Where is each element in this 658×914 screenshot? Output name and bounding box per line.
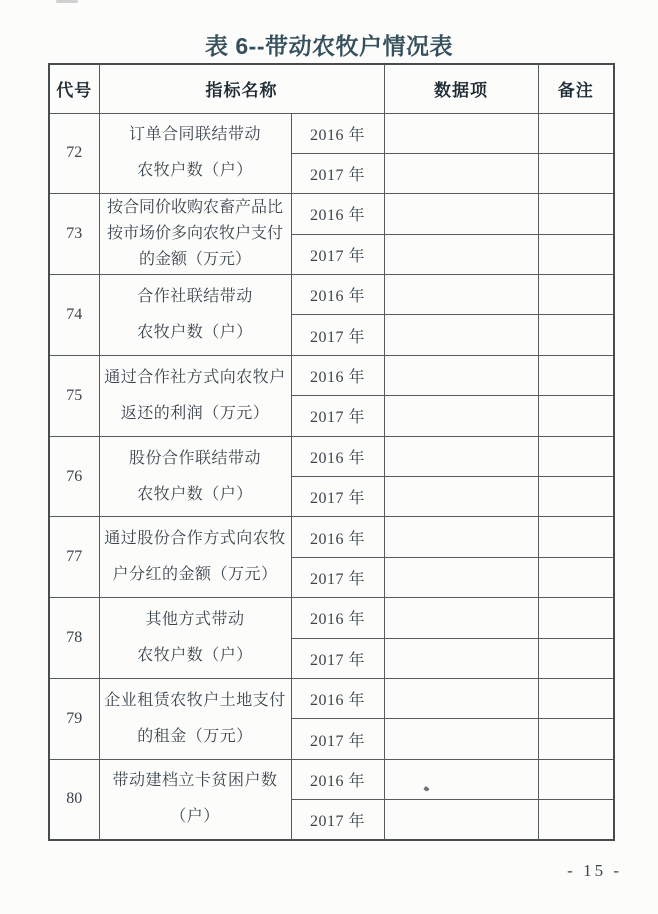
indicator-name-line: 农牧户数（户） [137, 323, 253, 341]
indicator-name-line: 农牧户数（户） [137, 485, 253, 503]
indicator-name-cell [99, 517, 291, 598]
header-code: 代号 [49, 64, 99, 113]
remark-cell [538, 557, 614, 597]
header-row [49, 64, 614, 113]
data-item-cell [384, 355, 538, 395]
data-item-cell [384, 598, 538, 638]
year-cell: 2017 年 [291, 719, 384, 759]
year-cell: 2017 年 [291, 557, 384, 597]
data-item-cell [384, 113, 538, 153]
indicator-row-80-2016 [49, 759, 614, 799]
scan-artifact-top [56, 0, 78, 3]
table-body [49, 113, 614, 840]
indicator-row-79-2016 [49, 678, 614, 718]
table-title: 表 6--带动农牧户情况表 [205, 33, 453, 59]
remark-cell [538, 113, 614, 153]
indicator-name-cell [99, 678, 291, 759]
remark-cell [538, 234, 614, 274]
remark-cell [538, 598, 614, 638]
indicator-name-cell [99, 436, 291, 517]
code-cell: 76 [49, 436, 99, 517]
indicator-row-77-2016 [49, 517, 614, 557]
remark-cell [538, 355, 614, 395]
indicator-name-line: 农牧户数（户） [137, 647, 253, 665]
indicator-name-line: 户分红的金额（万元） [112, 566, 278, 584]
indicator-name-line: 通过股份合作方式向农牧 [104, 530, 286, 548]
code-cell: 78 [49, 598, 99, 679]
remark-cell [538, 517, 614, 557]
indicator-name-line: 按合同价收购农畜产品比 [106, 199, 283, 217]
header-indicator-name: 指标名称 [99, 64, 384, 113]
indicator-name-cell [99, 113, 291, 194]
indicator-name-line: 订单合同联结带动 [128, 126, 261, 144]
data-item-cell [384, 638, 538, 678]
indicator-name-cell [99, 355, 291, 436]
remark-cell [538, 194, 614, 234]
remark-cell [538, 315, 614, 355]
code-cell: 80 [49, 759, 99, 840]
remark-cell [538, 477, 614, 517]
year-cell: 2016 年 [291, 355, 384, 395]
indicator-name-line: 股份合作联结带动 [128, 449, 261, 467]
remark-cell [538, 678, 614, 718]
page-number: - 15 - [567, 861, 622, 880]
year-cell: 2016 年 [291, 678, 384, 718]
code-cell: 79 [49, 678, 99, 759]
year-cell: 2016 年 [291, 275, 384, 315]
remark-cell [538, 436, 614, 476]
data-item-cell [384, 678, 538, 718]
indicator-row-78-2016 [49, 598, 614, 638]
indicator-row-75-2016 [49, 355, 614, 395]
data-item-cell [384, 477, 538, 517]
data-item-cell [384, 275, 538, 315]
remark-cell [538, 153, 614, 193]
indicator-name-line: 带动建档立卡贫困户数 [112, 772, 278, 790]
data-item-cell [384, 315, 538, 355]
header-data-item: 数据项 [384, 64, 538, 113]
indicator-name-cell [99, 275, 291, 356]
year-cell: 2017 年 [291, 153, 384, 193]
code-cell: 77 [49, 517, 99, 598]
indicator-name-line: 农牧户数（户） [137, 162, 253, 180]
year-cell: 2016 年 [291, 194, 384, 234]
data-item-cell [384, 719, 538, 759]
code-cell: 74 [49, 275, 99, 356]
data-item-cell [384, 800, 538, 840]
indicator-row-73-2016 [49, 194, 614, 234]
remark-cell [538, 275, 614, 315]
data-item-cell [384, 234, 538, 274]
indicator-name-line: 的金额（万元） [138, 251, 251, 269]
indicator-name-cell [99, 759, 291, 840]
indicator-name-line: 其他方式带动 [145, 611, 245, 629]
year-cell: 2016 年 [291, 436, 384, 476]
code-cell: 72 [49, 113, 99, 194]
year-cell: 2017 年 [291, 234, 384, 274]
data-item-cell [384, 759, 538, 799]
data-item-cell [384, 517, 538, 557]
indicator-row-76-2016 [49, 436, 614, 476]
year-cell: 2017 年 [291, 315, 384, 355]
data-item-cell [384, 436, 538, 476]
indicator-row-72-2016 [49, 113, 614, 153]
remark-cell [538, 759, 614, 799]
indicator-name-line: 通过合作社方式向农牧户 [104, 368, 286, 386]
year-cell: 2016 年 [291, 598, 384, 638]
year-cell: 2016 年 [291, 517, 384, 557]
remark-cell [538, 396, 614, 436]
data-item-cell [384, 557, 538, 597]
year-cell: 2017 年 [291, 800, 384, 840]
indicator-name-line: 返还的利润（万元） [120, 404, 270, 422]
indicator-name-line: 合作社联结带动 [137, 287, 253, 305]
code-cell: 73 [49, 194, 99, 275]
remark-cell [538, 800, 614, 840]
year-cell: 2016 年 [291, 113, 384, 153]
data-item-cell [384, 396, 538, 436]
data-item-cell [384, 153, 538, 193]
indicator-name-cell [99, 194, 291, 275]
year-cell: 2017 年 [291, 396, 384, 436]
indicator-row-74-2016 [49, 275, 614, 315]
header-remark: 备注 [538, 64, 614, 113]
indicator-name-line: 企业租赁农牧户土地支付 [104, 691, 286, 709]
year-cell: 2017 年 [291, 477, 384, 517]
data-item-cell [384, 194, 538, 234]
household-situation-table [48, 63, 615, 841]
indicator-name-cell [99, 598, 291, 679]
indicator-name-line: 的租金（万元） [137, 727, 253, 745]
indicator-name-line: 按市场价多向农牧户支付 [106, 225, 283, 243]
year-cell: 2016 年 [291, 759, 384, 799]
remark-cell [538, 719, 614, 759]
remark-cell [538, 638, 614, 678]
code-cell: 75 [49, 355, 99, 436]
indicator-name-line: （户） [170, 808, 220, 826]
year-cell: 2017 年 [291, 638, 384, 678]
